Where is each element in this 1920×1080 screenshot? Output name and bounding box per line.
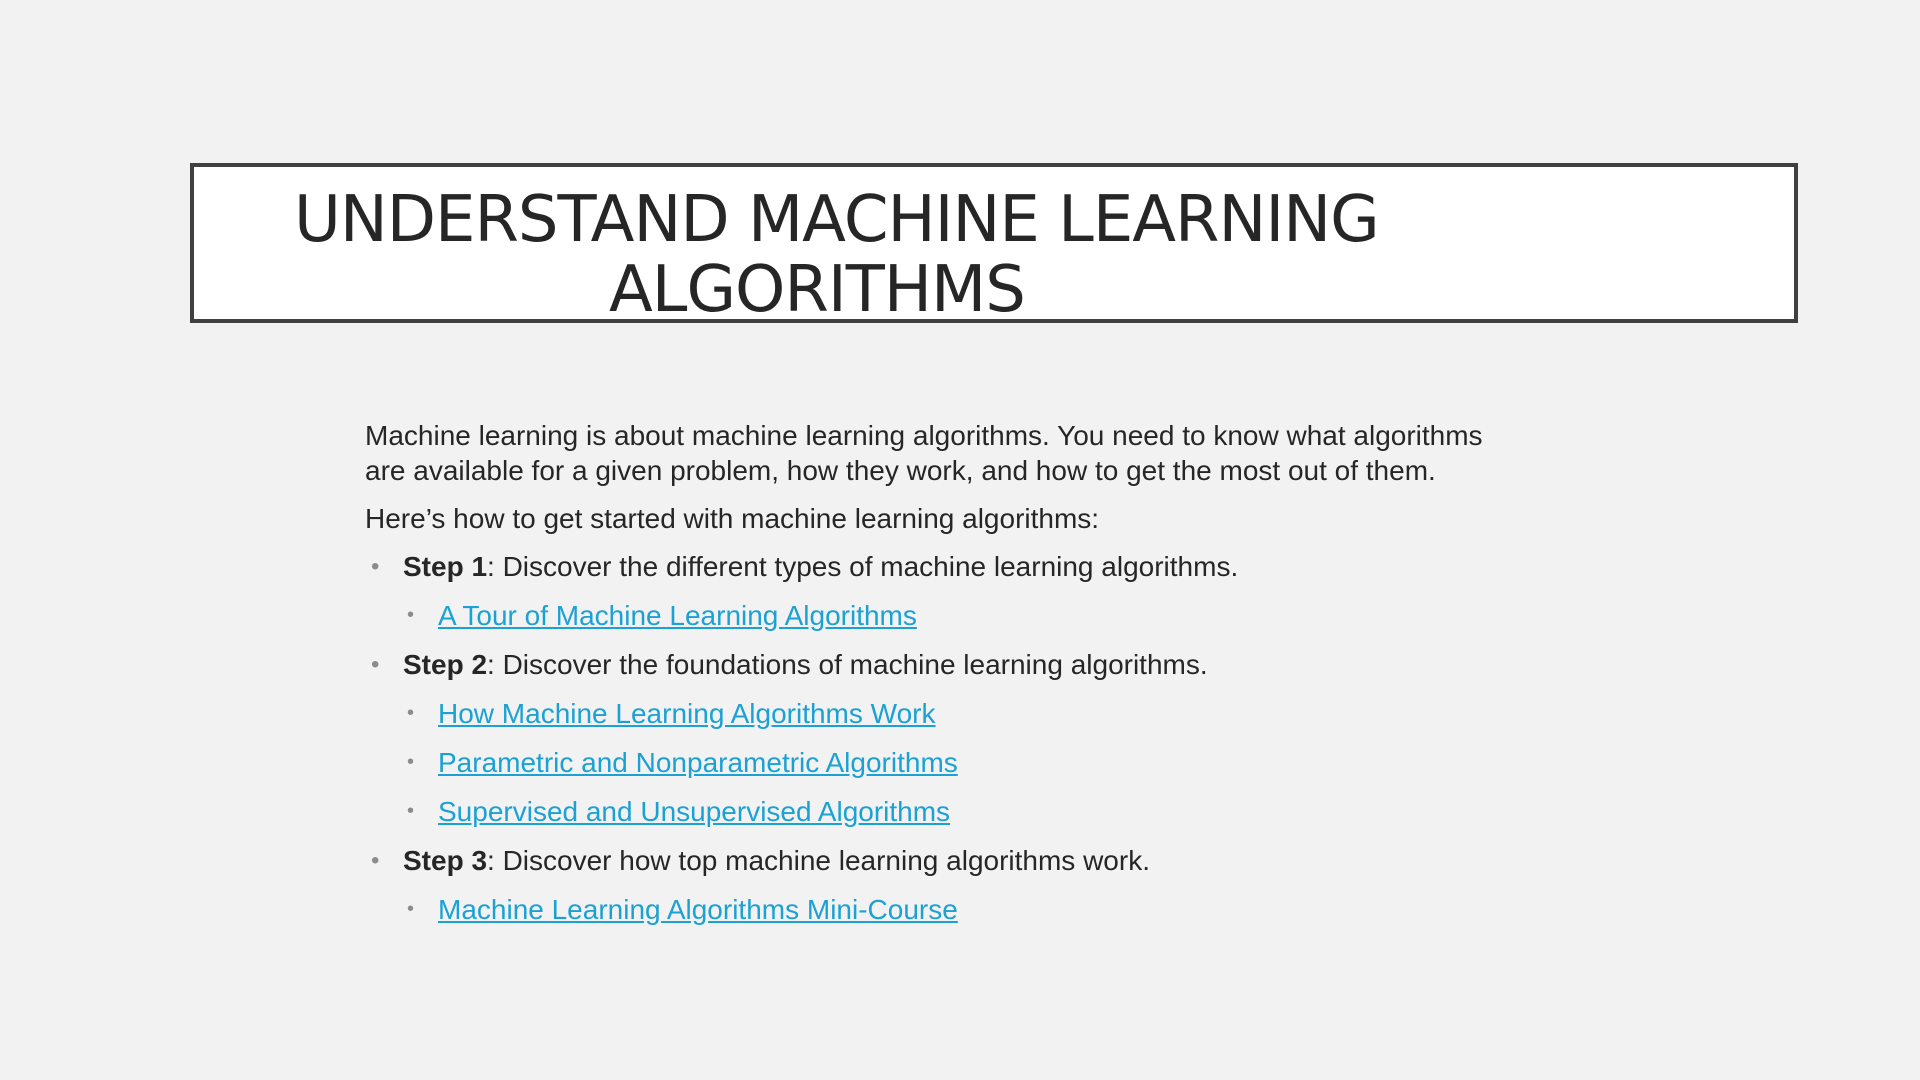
link-supervised-unsupervised[interactable]: Supervised and Unsupervised Algorithms bbox=[438, 796, 951, 827]
step-text: : Discover the different types of machine learning algorithms. bbox=[487, 551, 1239, 582]
bullet-icon: • bbox=[407, 800, 415, 822]
step-text: : Discover how top machine learning algorithms work. bbox=[487, 845, 1150, 876]
step-label: Step 1 bbox=[403, 551, 488, 582]
title-box bbox=[190, 163, 1798, 327]
slide-title-line-1: UNDERSTAND MACHINE LEARNING bbox=[294, 183, 1379, 257]
sub-item bbox=[365, 745, 1525, 780]
link-tour-of-ml-algorithms[interactable]: A Tour of Machine Learning Algorithms bbox=[438, 600, 917, 631]
bullet-icon: • bbox=[407, 898, 415, 920]
link-ml-algorithms-mini-course[interactable]: Machine Learning Algorithms Mini-Course bbox=[438, 894, 958, 925]
bullet-icon: • bbox=[407, 604, 415, 626]
step-label: Step 3 bbox=[403, 845, 488, 876]
lead-paragraph: Here’s how to get started with machine learning algorithms: bbox=[365, 503, 1100, 534]
step-item bbox=[365, 647, 1525, 682]
link-parametric-nonparametric[interactable]: Parametric and Nonparametric Algorithms bbox=[438, 747, 958, 778]
bullet-icon: • bbox=[371, 847, 380, 874]
bullet-icon: • bbox=[371, 651, 380, 678]
bullet-icon: • bbox=[371, 553, 380, 580]
intro-paragraph: Machine learning is about machine learning algorithms. You need to know what algorithms are available for a given problem, how they work, and how to get the most out of them. bbox=[365, 420, 1483, 486]
slide-title-line-2: ALGORITHMS bbox=[609, 253, 1025, 327]
step-label: Step 2 bbox=[403, 649, 488, 680]
bullet-icon: • bbox=[407, 751, 415, 773]
sub-item bbox=[365, 892, 1525, 927]
sub-item bbox=[365, 598, 1525, 633]
slide-body bbox=[365, 418, 1525, 941]
steps-list bbox=[365, 549, 1525, 927]
step-item bbox=[365, 843, 1525, 878]
step-item bbox=[365, 549, 1525, 584]
sub-item bbox=[365, 794, 1525, 829]
sub-item bbox=[365, 696, 1525, 731]
bullet-icon: • bbox=[407, 702, 415, 724]
step-text: : Discover the foundations of machine learning algorithms. bbox=[487, 649, 1208, 680]
link-how-ml-algorithms-work[interactable]: How Machine Learning Algorithms Work bbox=[438, 698, 936, 729]
